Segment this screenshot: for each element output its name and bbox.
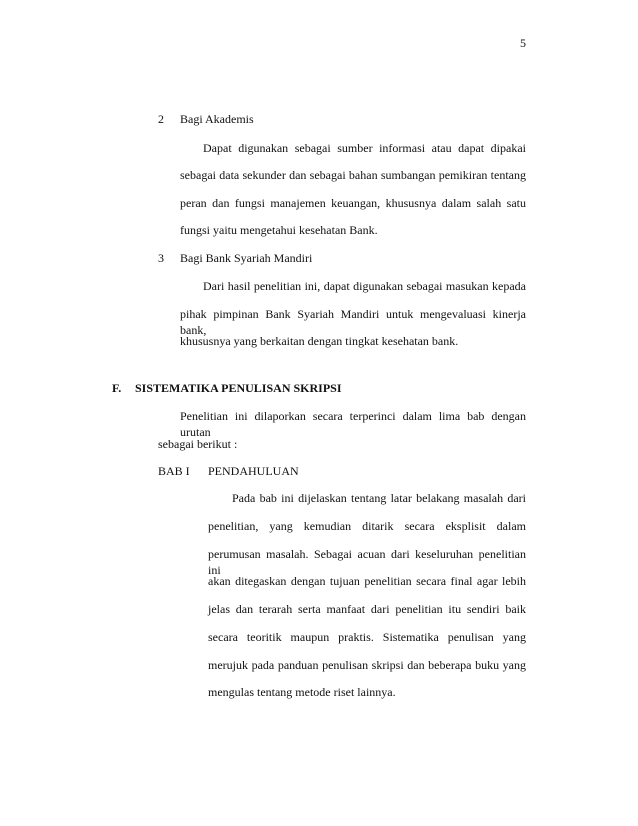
paragraph-line: sebagai berikut : (158, 437, 238, 451)
paragraph-line: khususnya yang berkaitan dengan tingkat kesehatan bank. (180, 334, 459, 348)
paragraph-line: akan ditegaskan dengan tujuan penelitian secara final agar lebih (208, 574, 526, 588)
chapter-label: BAB I (158, 464, 190, 478)
paragraph-line: fungsi yaitu mengetahui kesehatan Bank. (180, 223, 378, 237)
list-item-number: 3 (158, 251, 164, 265)
paragraph-line: penelitian, yang kemudian ditarik secara eksplisit dalam (208, 519, 526, 533)
paragraph-line: merujuk pada panduan penulisan skripsi dan beberapa buku yang (208, 658, 526, 672)
paragraph-line: sebagai data sekunder dan sebagai bahan sumbangan pemikiran tentang (180, 168, 526, 182)
paragraph-line: jelas dan terarah serta manfaat dari penelitian itu sendiri baik (208, 602, 526, 616)
paragraph-line: Pada bab ini dijelaskan tentang latar belakang masalah dari (232, 491, 526, 505)
paragraph-line: perumusan masalah. Sebagai acuan dari keseluruhan penelitian ini (208, 547, 526, 577)
list-item-title: Bagi Akademis (180, 112, 254, 126)
section-letter: F. (112, 381, 122, 395)
section-title: SISTEMATIKA PENULISAN SKRIPSI (135, 381, 342, 395)
page-number: 5 (520, 36, 526, 50)
list-item-number: 2 (158, 112, 164, 126)
chapter-title: PENDAHULUAN (208, 464, 299, 478)
paragraph-line: pihak pimpinan Bank Syariah Mandiri untuk mengevaluasi kinerja bank, (180, 307, 526, 337)
paragraph-line: secara teoritik maupun praktis. Sistematika penulisan yang (208, 630, 526, 644)
list-item-title: Bagi Bank Syariah Mandiri (180, 251, 313, 265)
paragraph-line: Penelitian ini dilaporkan secara terperinci dalam lima bab dengan urutan (180, 409, 526, 439)
paragraph-line: Dapat digunakan sebagai sumber informasi atau dapat dipakai (203, 141, 526, 155)
paragraph-line: peran dan fungsi manajemen keuangan, khususnya dalam salah satu (180, 196, 526, 210)
paragraph-line: Dari hasil penelitian ini, dapat digunakan sebagai masukan kepada (203, 279, 526, 293)
paragraph-line: mengulas tentang metode riset lainnya. (208, 685, 396, 699)
